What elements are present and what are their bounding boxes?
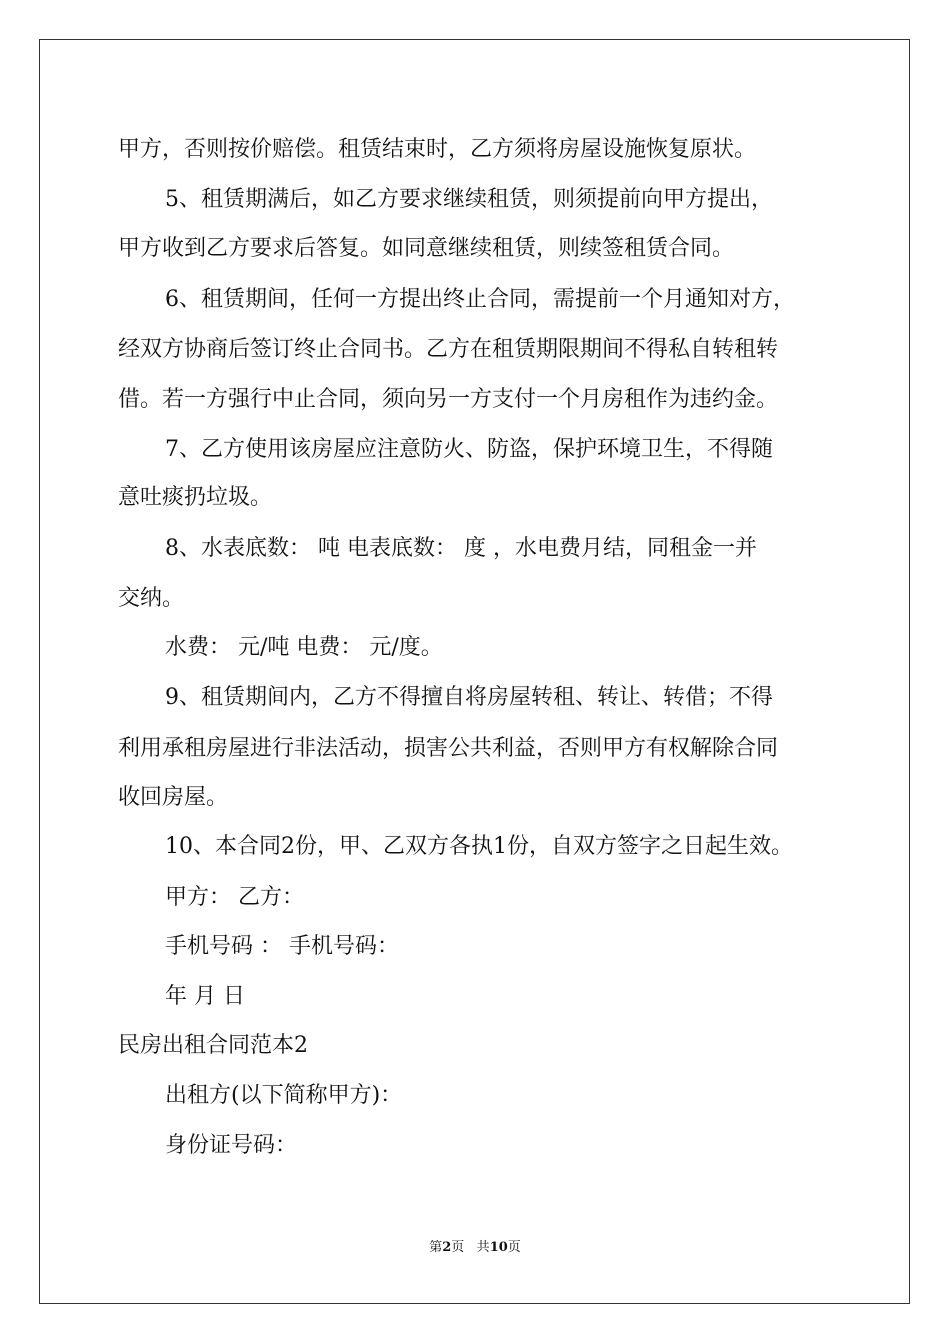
footer-total-suffix: 页	[507, 1240, 521, 1255]
text-line: 利用承租房屋进行非法活动，损害公共利益，否则甲方有权解除合同	[118, 736, 779, 761]
footer-page-prefix: 第	[429, 1240, 443, 1255]
lessor-label: 出租方(以下简称甲方)：	[165, 1083, 403, 1108]
text-line: 8、水表底数： 吨 电表底数： 度 ，水电费月结，同租金一并	[165, 536, 757, 561]
signature-party-labels: 甲方： 乙方：	[165, 885, 304, 910]
text-line: 5、租赁期满后，如乙方要求继续租赁，则须提前向甲方提出，	[165, 187, 773, 212]
id-number-label: 身份证号码：	[165, 1133, 298, 1158]
text-line: 甲方，否则按价赔偿。租赁结束时，乙方须将房屋设施恢复原状。	[118, 137, 757, 162]
footer-total-number: 10	[489, 1240, 508, 1255]
date-line: 年 月 日	[165, 984, 245, 1009]
text-line: 6、租赁期间，任何一方提出终止合同，需提前一个月通知对方，	[165, 287, 795, 312]
text-line: 7、乙方使用该房屋应注意防火、防盗，保护环境卫生，不得随	[165, 437, 773, 462]
text-line: 经双方协商后签订终止合同书。乙方在租赁期限期间不得私自转租转	[118, 337, 779, 362]
footer-page-number: 2	[442, 1240, 452, 1255]
section-title: 民房出租合同范本2	[118, 1033, 308, 1058]
footer-total-prefix: 共	[476, 1240, 490, 1255]
page-footer	[0, 1240, 950, 1256]
text-line: 意吐痰扔垃圾。	[118, 485, 273, 510]
text-line: 10、本合同2份，甲、乙双方各执1份，自双方签字之日起生效。	[165, 834, 793, 859]
text-line: 交纳。	[118, 586, 185, 611]
text-line: 借。若一方强行中止合同，须向另一方支付一个月房租作为违约金。	[118, 387, 779, 412]
page-border	[39, 39, 910, 1304]
text-line: 9、租赁期间内，乙方不得擅自将房屋转租、转让、转借；不得	[165, 685, 773, 710]
phone-number-labels: 手机号码 ： 手机号码：	[165, 934, 399, 959]
footer-page-suffix: 页	[451, 1240, 465, 1255]
text-line: 甲方收到乙方要求后答复。如同意继续租赁，则续签租赁合同。	[118, 236, 735, 261]
text-line: 水费： 元/吨 电费： 元/度。	[165, 635, 443, 660]
text-line: 收回房屋。	[118, 785, 229, 810]
